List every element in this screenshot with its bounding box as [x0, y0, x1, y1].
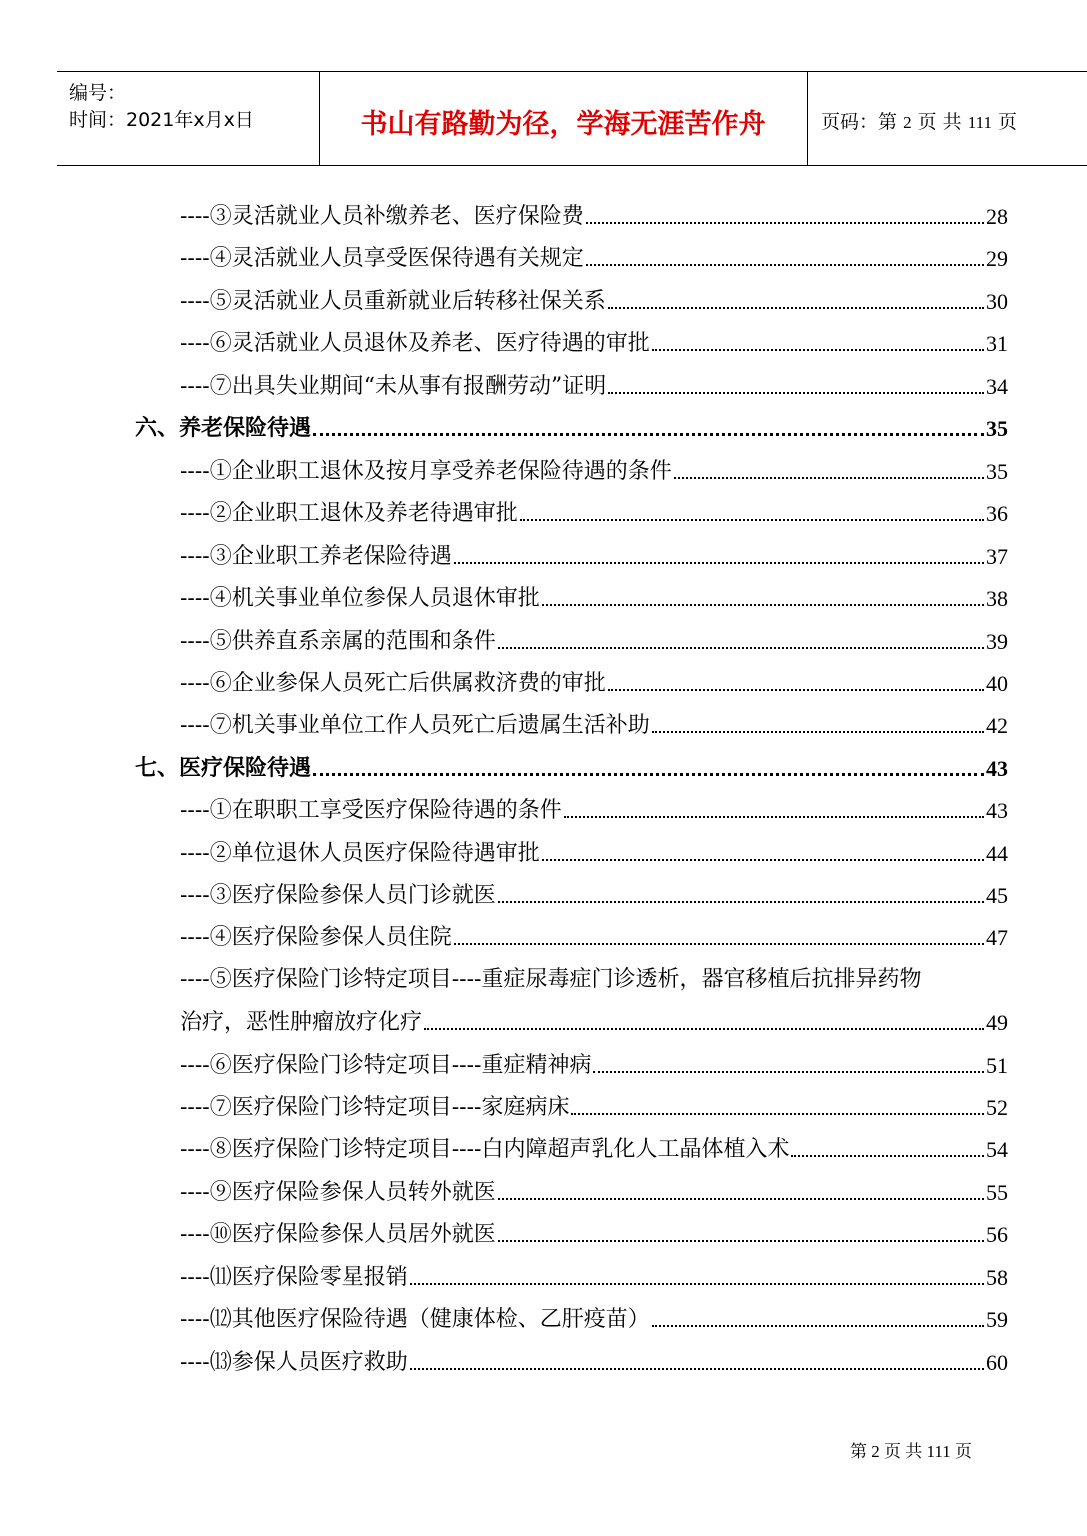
toc-entry[interactable]: ----⑦出具失业期间“未从事有报酬劳动”证明 34 — [180, 374, 1008, 399]
leader-dots — [410, 1360, 984, 1370]
toc-entry[interactable]: ----②企业职工退休及养老待遇审批 36 — [180, 501, 1008, 526]
leader-dots — [498, 1190, 984, 1200]
toc-entry[interactable]: ----④医疗保险参保人员住院 47 — [180, 925, 1008, 950]
toc-entry[interactable]: ----⑧医疗保险门诊特定项目----白内障超声乳化人工晶体植入术 54 — [180, 1137, 1008, 1162]
toc-entry[interactable]: ----①在职职工享受医疗保险待遇的条件 43 — [180, 798, 1008, 823]
toc-entry[interactable]: ----⑦医疗保险门诊特定项目----家庭病床 52 — [180, 1095, 1008, 1120]
leader-dots — [313, 765, 984, 776]
leader-dots — [586, 256, 984, 266]
leader-dots — [593, 1063, 984, 1073]
leader-dots — [674, 469, 984, 479]
document-time-label: 时间：2021年x月x日 — [69, 109, 254, 131]
leader-dots — [498, 639, 984, 649]
toc-entry[interactable]: ----⑾医疗保险零星报销 58 — [180, 1265, 1008, 1290]
leader-dots — [454, 554, 984, 564]
leader-dots — [652, 1317, 984, 1327]
page-prefix: 页码：第 — [821, 111, 898, 133]
toc-entry[interactable]: ----⑥医疗保险门诊特定项目----重症精神病 51 — [180, 1053, 1008, 1078]
leader-dots — [608, 384, 984, 394]
toc-entry[interactable]: ----⑩医疗保险参保人员居外就医 56 — [180, 1222, 1008, 1247]
toc-entry[interactable]: ----⑦机关事业单位工作人员死亡后遗属生活补助 42 — [180, 713, 1008, 738]
leader-dots — [498, 893, 984, 903]
page-mid: 页 共 — [917, 111, 962, 133]
leader-dots — [791, 1147, 984, 1157]
leader-dots — [424, 1020, 984, 1030]
toc-entry[interactable]: ----⑤供养直系亲属的范围和条件 39 — [180, 629, 1008, 654]
toc-section-7[interactable]: 七、医疗保险待遇 43 — [135, 756, 1008, 781]
leader-dots — [571, 1105, 984, 1115]
toc-entry[interactable]: ----⒀参保人员医疗救助 60 — [180, 1350, 1008, 1375]
leader-dots — [608, 681, 984, 691]
toc-entry[interactable]: ----②单位退休人员医疗保险待遇审批 44 — [180, 841, 1008, 866]
toc-entry[interactable]: 治疗，恶性肿瘤放疗化疗 49 — [180, 1010, 1008, 1035]
page-total: 111 — [967, 113, 992, 132]
leader-dots — [586, 214, 984, 224]
leader-dots — [498, 1232, 984, 1242]
page-num: 2 — [903, 113, 912, 132]
leader-dots — [520, 511, 984, 521]
header-motto: 书山有路勤为径，学海无涯苦作舟 — [360, 109, 766, 140]
header-motto-cell — [319, 72, 808, 165]
toc-entry[interactable]: ----④灵活就业人员享受医保待遇有关规定 29 — [180, 246, 1008, 271]
leader-dots — [313, 425, 984, 436]
toc-entry[interactable]: ----⑤灵活就业人员重新就业后转移社保关系 30 — [180, 289, 1008, 314]
toc-entry[interactable]: ----①企业职工退休及按月享受养老保险待遇的条件 35 — [180, 459, 1008, 484]
header-page-cell — [807, 72, 1087, 165]
toc-entry[interactable]: ----⑨医疗保险参保人员转外就医 55 — [180, 1180, 1008, 1205]
leader-dots — [542, 596, 984, 606]
toc-entry[interactable]: ----④机关事业单位参保人员退休审批 38 — [180, 586, 1008, 611]
toc-entry[interactable]: ----⑥灵活就业人员退休及养老、医疗待遇的审批 31 — [180, 331, 1008, 356]
page-footer: 第 2 页 共 111 页 — [850, 1442, 972, 1461]
leader-dots — [608, 299, 984, 309]
leader-dots — [410, 1275, 984, 1285]
toc-entry[interactable]: ----③企业职工养老保险待遇 37 — [180, 544, 1008, 569]
toc-section-6[interactable]: 六、养老保险待遇 35 — [135, 416, 1008, 441]
page-suffix: 页 — [998, 111, 1018, 133]
toc-entry-wrapped-line[interactable]: ----⑤医疗保险门诊特定项目----重症尿毒症门诊透析，器官移植后抗排异药物 — [180, 967, 922, 992]
leader-dots — [542, 851, 984, 861]
header-info-cell — [57, 72, 320, 165]
leader-dots — [564, 808, 984, 818]
toc-entry[interactable]: ----⑥企业参保人员死亡后供属救济费的审批 40 — [180, 671, 1008, 696]
page-header — [57, 71, 1087, 166]
leader-dots — [652, 341, 984, 351]
header-page-number — [821, 107, 1017, 134]
leader-dots — [652, 723, 984, 733]
toc-entry[interactable]: ----③医疗保险参保人员门诊就医 45 — [180, 883, 1008, 908]
toc-entry[interactable]: ----③灵活就业人员补缴养老、医疗保险费 28 — [180, 204, 1008, 229]
leader-dots — [454, 935, 984, 945]
toc-entry[interactable]: ----⑿其他医疗保险待遇（健康体检、乙肝疫苗） 59 — [180, 1307, 1008, 1332]
document-code-label: 编号： — [69, 82, 127, 104]
